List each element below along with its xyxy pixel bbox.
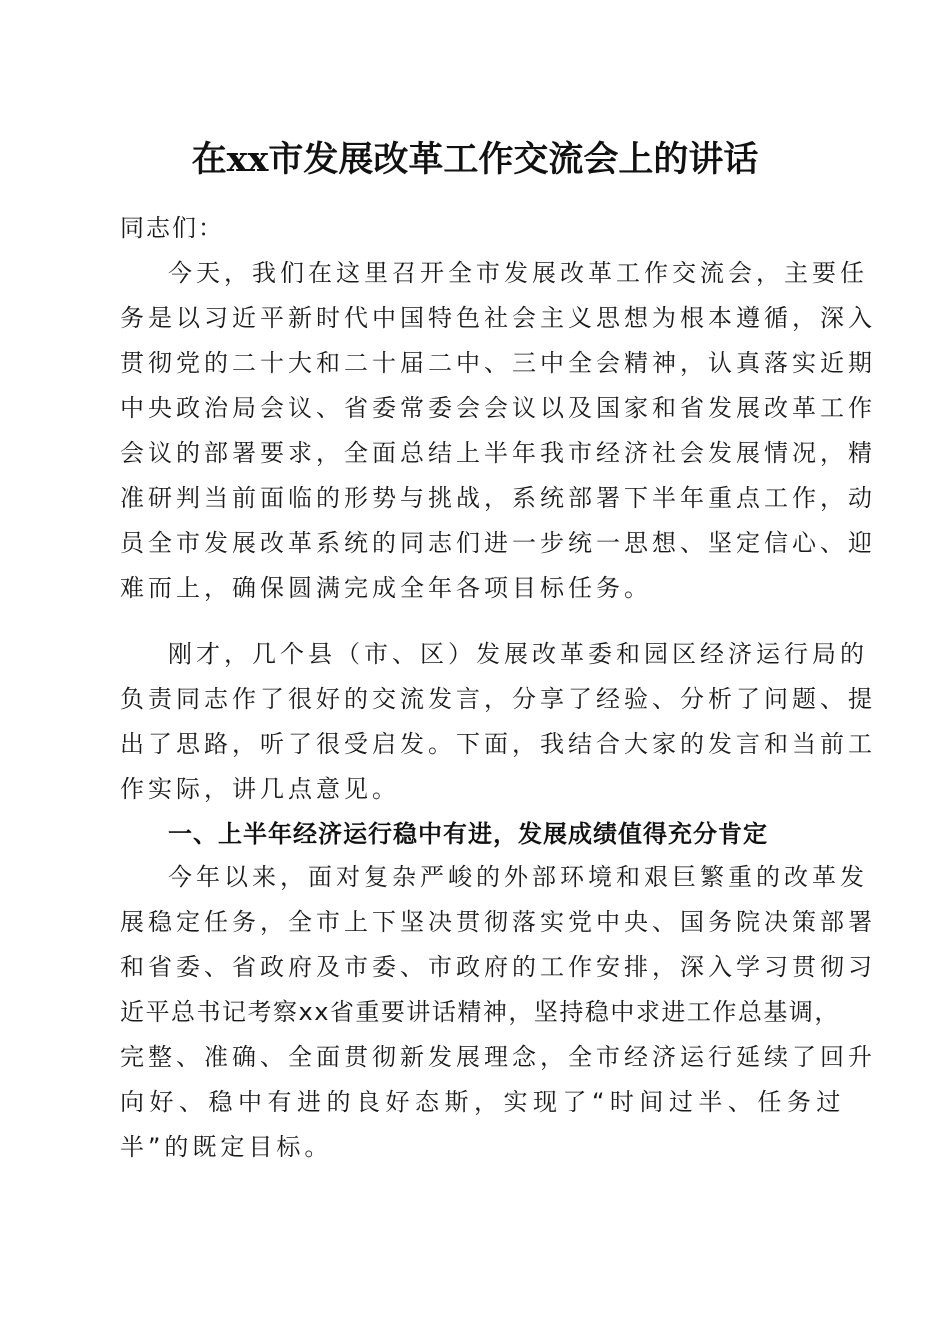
paragraph-line: 负责同志作了很好的交流发言，分享了经验、分析了问题、提 (120, 685, 876, 713)
paragraph-line: 员全市发展改革系统的同志们进一步统一思想、坚定信心、迎 (120, 529, 876, 557)
paragraph-line: 刚才，几个县（市、区）发展改革委和园区经济运行局的 (168, 640, 868, 668)
paragraph-line: 近平总书记考察xx省重要讲话精神，坚持稳中求进工作总基调， (120, 998, 840, 1026)
paragraph-line: 向好、稳中有进的良好态斯，实现了“时间过半、任务过 (120, 1088, 846, 1116)
paragraph-line: 出了思路，听了很受启发。下面，我结合大家的发言和当前工 (120, 730, 876, 758)
paragraph-line: 务是以习近平新时代中国特色社会主义思想为根本遵循，深入 (120, 304, 876, 332)
paragraph-intro (120, 632, 876, 812)
paragraph-line: 作实际，讲几点意见。 (120, 775, 400, 803)
section-heading: 一、上半年经济运行稳中有进，发展成绩值得充分肯定 (168, 820, 768, 848)
salutation: 同志们： (120, 214, 224, 242)
paragraph-line: 贯彻党的二十大和二十届二中、三中全会精神，认真落实近期 (120, 349, 876, 377)
paragraph-line: 今天，我们在这里召开全市发展改革工作交流会，主要任 (168, 259, 868, 287)
paragraph-line: 难而上，确保圆满完成全年各项目标任务。 (120, 574, 652, 602)
paragraph-line: 今年以来，面对复杂严峻的外部环境和艰巨繁重的改革发 (168, 863, 868, 891)
paragraph-line: 中央政治局会议、省委常委会会议以及国家和省发展改革工作 (120, 394, 876, 422)
document-title: 在xx市发展改革工作交流会上的讲话 (191, 139, 759, 180)
paragraph-line: 准研判当前面临的形势与挑战，系统部署下半年重点工作，动 (120, 484, 876, 512)
paragraph-line: 和省委、省政府及市委、市政府的工作安排，深入学习贯彻习 (120, 953, 876, 981)
paragraph-line: 展稳定任务，全市上下坚决贯彻落实党中央、国务院决策部署 (120, 908, 876, 936)
paragraph-line: 半”的既定目标。 (120, 1133, 333, 1161)
paragraph-line: 会议的部署要求，全面总结上半年我市经济社会发展情况，精 (120, 439, 876, 467)
paragraph-opening (120, 251, 876, 611)
paragraph-line: 完整、准确、全面贯彻新发展理念，全市经济运行延续了回升 (120, 1043, 876, 1071)
paragraph-section-one (120, 855, 876, 1170)
